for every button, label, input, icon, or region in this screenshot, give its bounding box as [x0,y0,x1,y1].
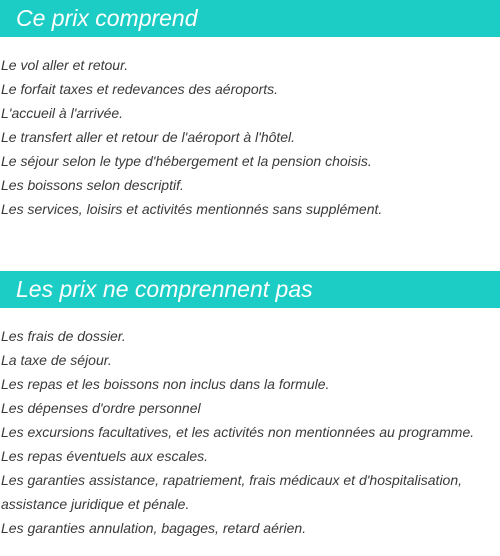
list-item: Le transfert aller et retour de l'aéroport à l'hôtel. [1,129,296,145]
list-item: Les repas et les boissons non inclus dans la formule. [1,376,330,392]
list-item: Les repas éventuels aux escales. [1,448,209,464]
list-item: Les boissons selon descriptif. [1,177,184,193]
list-item: La taxe de séjour. [1,352,112,368]
list-item: Les garanties assistance, rapatriement, frais médicaux et d'hospitalisation, assistance juridique et pénale. [1,472,463,512]
section-price-includes [0,0,500,221]
includes-list [0,53,500,221]
list-item: Les excursions facultatives, et les activités non mentionnées au programme. [1,424,475,440]
list-item: Le séjour selon le type d'hébergement et la pension choisis. [1,153,372,169]
excludes-list [0,324,500,540]
list-item: Les garanties annulation, bagages, retard aérien. [1,520,307,536]
list-item: Les dépenses d'ordre personnel [1,400,201,416]
list-item: L'accueil à l'arrivée. [1,105,124,121]
list-item: Les frais de dossier. [1,328,126,344]
section-price-excludes [0,271,500,540]
list-item: Le forfait taxes et redevances des aéroports. [1,81,279,97]
list-item: Les services, loisirs et activités mentionnés sans supplément. [1,201,383,217]
list-item: Le vol aller et retour. [1,57,129,73]
section-title-excludes: Les prix ne comprennent pas [0,271,500,308]
section-title-includes: Ce prix comprend [0,0,500,37]
